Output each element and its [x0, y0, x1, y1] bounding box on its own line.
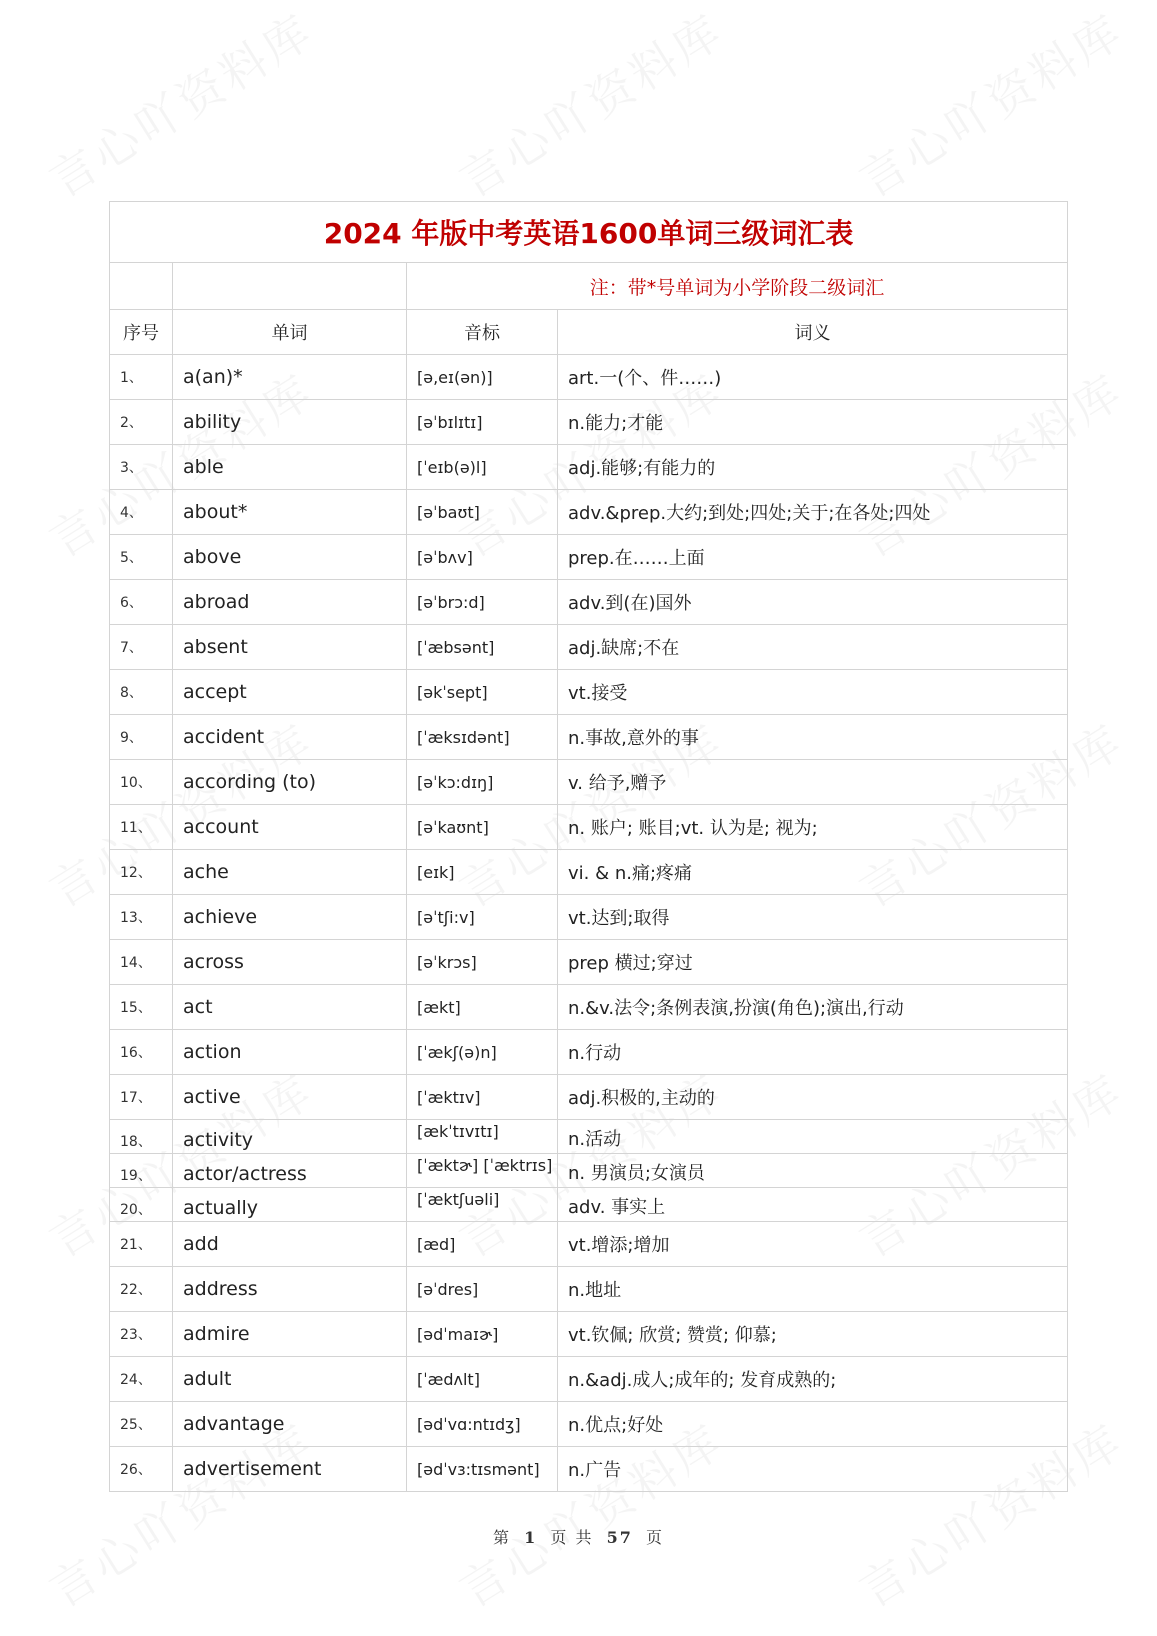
page-title: 2024 年版中考英语1600单词三级词汇表 [110, 202, 1068, 263]
footer-total-pages: 57 [606, 1528, 633, 1547]
table-row [110, 940, 1068, 985]
page-footer [0, 1525, 1157, 1548]
row-phonetic: [əˈkrɔs] [407, 940, 558, 985]
table-row [110, 1312, 1068, 1357]
row-phonetic: [æd] [407, 1222, 558, 1267]
watermark-text [845, 0, 1134, 210]
table-row [110, 1447, 1068, 1492]
row-meaning: vt.钦佩; 欣赏; 赞赏; 仰慕; [558, 1312, 1068, 1357]
table-row [110, 1222, 1068, 1267]
row-word: advantage [173, 1402, 407, 1447]
row-word: about* [173, 490, 407, 535]
header-num: 序号 [110, 310, 173, 355]
row-phonetic: [ədˈmaɪɚ] [407, 1312, 558, 1357]
row-word: activity [173, 1120, 407, 1154]
row-phonetic: [ˈeɪb(ə)l] [407, 445, 558, 490]
row-word: accept [173, 670, 407, 715]
header-ipa: 音标 [407, 310, 558, 355]
table-row [110, 1030, 1068, 1075]
row-word: active [173, 1075, 407, 1120]
row-number: 4、 [110, 490, 173, 535]
row-number: 20、 [110, 1188, 173, 1222]
row-word: abroad [173, 580, 407, 625]
row-phonetic: [ə,eɪ(ən)] [407, 355, 558, 400]
row-word: actor/actress [173, 1154, 407, 1188]
row-word: ability [173, 400, 407, 445]
row-number: 13、 [110, 895, 173, 940]
row-phonetic: [ˈæktʃuəli] [407, 1188, 558, 1222]
table-row [110, 715, 1068, 760]
table-row [110, 1357, 1068, 1402]
table-row [110, 895, 1068, 940]
row-meaning: adj.缺席;不在 [558, 625, 1068, 670]
row-meaning: vt.增添;增加 [558, 1222, 1068, 1267]
row-meaning: n.能力;才能 [558, 400, 1068, 445]
row-meaning: v. 给予,赠予 [558, 760, 1068, 805]
row-meaning: n. 男演员;女演员 [558, 1154, 1068, 1188]
table-row [110, 445, 1068, 490]
title-row [110, 202, 1068, 263]
row-word: add [173, 1222, 407, 1267]
table-row [110, 1267, 1068, 1312]
table-row [110, 1154, 1068, 1188]
row-word: able [173, 445, 407, 490]
row-number: 5、 [110, 535, 173, 580]
row-number: 6、 [110, 580, 173, 625]
table-row [110, 805, 1068, 850]
row-phonetic: [əˈtʃi:v] [407, 895, 558, 940]
vocabulary-table [109, 201, 1068, 1492]
row-number: 12、 [110, 850, 173, 895]
row-word: across [173, 940, 407, 985]
row-phonetic: [eɪk] [407, 850, 558, 895]
note-blank-cell [173, 263, 407, 310]
table-row [110, 1402, 1068, 1447]
header-row [110, 310, 1068, 355]
header-word: 单词 [173, 310, 407, 355]
table-row [110, 985, 1068, 1030]
row-meaning: adv. 事实上 [558, 1188, 1068, 1222]
row-word: admire [173, 1312, 407, 1357]
table-row [110, 355, 1068, 400]
row-meaning: n.事故,意外的事 [558, 715, 1068, 760]
row-meaning: n.行动 [558, 1030, 1068, 1075]
row-meaning: vi. & n.痛;疼痛 [558, 850, 1068, 895]
row-word: actually [173, 1188, 407, 1222]
note-blank-cell [110, 263, 173, 310]
row-meaning: n.广告 [558, 1447, 1068, 1492]
row-meaning: n.地址 [558, 1267, 1068, 1312]
table-row [110, 850, 1068, 895]
row-meaning: vt.达到;取得 [558, 895, 1068, 940]
row-number: 14、 [110, 940, 173, 985]
row-phonetic: [ˈæksɪdənt] [407, 715, 558, 760]
row-word: absent [173, 625, 407, 670]
row-word: act [173, 985, 407, 1030]
footer-page-number: 1 [524, 1528, 538, 1547]
row-number: 18、 [110, 1120, 173, 1154]
row-word: advertisement [173, 1447, 407, 1492]
row-meaning: vt.接受 [558, 670, 1068, 715]
vocabulary-sheet [109, 201, 1067, 1492]
row-word: according (to) [173, 760, 407, 805]
table-row [110, 490, 1068, 535]
row-number: 21、 [110, 1222, 173, 1267]
row-phonetic: [ˈæktɪv] [407, 1075, 558, 1120]
row-meaning: adv.到(在)国外 [558, 580, 1068, 625]
row-word: action [173, 1030, 407, 1075]
row-phonetic: [əkˈsept] [407, 670, 558, 715]
row-phonetic: [əˈkɔ:dɪŋ] [407, 760, 558, 805]
row-meaning: adv.&prep.大约;到处;四处;关于;在各处;四处 [558, 490, 1068, 535]
row-word: address [173, 1267, 407, 1312]
row-meaning: n. 账户; 账目;vt. 认为是; 视为; [558, 805, 1068, 850]
row-number: 9、 [110, 715, 173, 760]
row-meaning: adj.积极的,主动的 [558, 1075, 1068, 1120]
row-phonetic: [əˈdres] [407, 1267, 558, 1312]
row-phonetic: [ˈækʃ(ə)n] [407, 1030, 558, 1075]
table-row [110, 760, 1068, 805]
row-number: 16、 [110, 1030, 173, 1075]
row-number: 22、 [110, 1267, 173, 1312]
watermark-text [445, 0, 734, 210]
row-word: achieve [173, 895, 407, 940]
row-meaning: prep.在……上面 [558, 535, 1068, 580]
row-number: 26、 [110, 1447, 173, 1492]
row-meaning: adj.能够;有能力的 [558, 445, 1068, 490]
footer-label-of: 页 共 [550, 1528, 594, 1547]
table-row [110, 580, 1068, 625]
row-word: a(an)* [173, 355, 407, 400]
row-number: 17、 [110, 1075, 173, 1120]
table-row [110, 1188, 1068, 1222]
row-meaning: n.&adj.成人;成年的; 发育成熟的; [558, 1357, 1068, 1402]
row-number: 2、 [110, 400, 173, 445]
row-phonetic: [ˈæbsənt] [407, 625, 558, 670]
table-row [110, 535, 1068, 580]
row-phonetic: [ˈædʌlt] [407, 1357, 558, 1402]
row-phonetic: [ədˈvɜ:tɪsmənt] [407, 1447, 558, 1492]
row-number: 24、 [110, 1357, 173, 1402]
row-number: 3、 [110, 445, 173, 490]
note-row [110, 263, 1068, 310]
row-phonetic: [ˈæktɚ] [ˈæktrɪs] [407, 1154, 558, 1188]
row-meaning: prep 横过;穿过 [558, 940, 1068, 985]
row-number: 11、 [110, 805, 173, 850]
row-word: accident [173, 715, 407, 760]
row-word: account [173, 805, 407, 850]
row-number: 15、 [110, 985, 173, 1030]
row-number: 1、 [110, 355, 173, 400]
table-row [110, 1120, 1068, 1154]
row-phonetic: [əˈbʌv] [407, 535, 558, 580]
header-meaning: 词义 [558, 310, 1068, 355]
row-number: 7、 [110, 625, 173, 670]
table-row [110, 670, 1068, 715]
row-phonetic: [əˈbaʊt] [407, 490, 558, 535]
row-phonetic: [əˈbrɔ:d] [407, 580, 558, 625]
row-phonetic: [ækt] [407, 985, 558, 1030]
row-number: 23、 [110, 1312, 173, 1357]
footer-label-page: 第 [493, 1528, 512, 1547]
row-phonetic: [əˈbɪlɪtɪ] [407, 400, 558, 445]
row-meaning: n.活动 [558, 1120, 1068, 1154]
row-meaning: n.&v.法令;条例表演,扮演(角色);演出,行动 [558, 985, 1068, 1030]
table-row [110, 1075, 1068, 1120]
row-number: 25、 [110, 1402, 173, 1447]
row-meaning: n.优点;好处 [558, 1402, 1068, 1447]
note-text: 注：带*号单词为小学阶段二级词汇 [407, 263, 1068, 310]
row-meaning: art.一(个、件……) [558, 355, 1068, 400]
row-word: above [173, 535, 407, 580]
row-number: 19、 [110, 1154, 173, 1188]
row-phonetic: [ədˈvɑ:ntɪdʒ] [407, 1402, 558, 1447]
watermark-text [35, 0, 324, 210]
row-word: ache [173, 850, 407, 895]
footer-label-end: 页 [645, 1528, 664, 1547]
table-row [110, 400, 1068, 445]
table-row [110, 625, 1068, 670]
row-word: adult [173, 1357, 407, 1402]
row-phonetic: [ækˈtɪvɪtɪ] [407, 1120, 558, 1154]
row-number: 8、 [110, 670, 173, 715]
row-number: 10、 [110, 760, 173, 805]
row-phonetic: [əˈkaʊnt] [407, 805, 558, 850]
